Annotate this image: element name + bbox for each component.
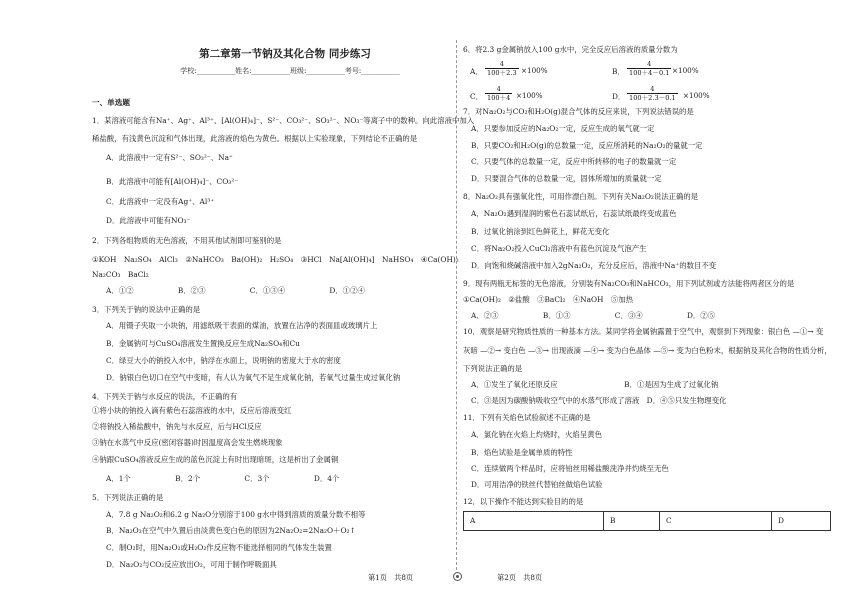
question-line: Na₂CO₃ BaCl₂ <box>92 270 149 279</box>
binding-mark-icon <box>453 572 462 581</box>
question-line: ①将小块的钠投入滴有紫色石蕊溶液的水中，反应后溶液变红 <box>92 406 292 415</box>
question-line: C．此溶液中一定没有Ag⁺、Al³⁺ <box>106 197 215 206</box>
question-line: C．将Na₂O₂投入CuCl₂溶液中有蓝色沉淀及气泡产生 <box>471 244 647 253</box>
question-line: B．Na₂O₂在空气中久置后由淡黄色变白色的原因为2Na₂O₂=2Na₂O＋O₂↑ <box>106 526 356 535</box>
question-line: C．连续做两个样品时，应将铂丝用稀盐酸洗净并灼烧至无色 <box>471 464 669 473</box>
question-line: 2．下列各组物质的无色溶液，不用其他试剂即可鉴别的是 <box>92 236 282 245</box>
question-line: A．此溶液中一定有S²⁻、SO₃²⁻、Na⁺ <box>106 153 233 162</box>
fraction-denominator: 100＋2.3－0.1 <box>629 94 676 102</box>
q6-option-c-label: C． <box>470 92 484 101</box>
fraction-denominator: 100＋4 <box>487 94 511 102</box>
question-line: ④钠跟CuSO₄溶液反应生成的蓝色沉淀上有时出现暗斑，这是析出了金属铜 <box>92 455 339 464</box>
question-line: D．Na₂O₂与CO₂反应放出O₂，可用于制作呼吸面具 <box>106 560 277 569</box>
column-divider <box>456 40 457 570</box>
question-line: D．此溶液中可能有NO₃⁻ <box>106 216 191 225</box>
question-line: B．过氧化钠涂到红色鲜花上，鲜花无变化 <box>471 227 610 236</box>
question-line: ②将钠投入稀盐酸中，钠先与水反应，后与HCl反应 <box>92 422 262 431</box>
question-line: B．只要CO₂和H₂O(g)的总数量一定，反应所消耗的Na₂O₂的量就一定 <box>471 141 703 150</box>
q6-stem: 6．将2.3 g金属钠放入100 g水中，完全反应后溶液的质量分数为 <box>463 45 678 54</box>
question-line: A．1个 B．2个 C．3个 D．4个 <box>106 474 340 483</box>
question-line: 灰暗 —②→ 变白色 —③→ 出现液滴 —④→ 变为白色晶体 —⑤→ 变为白色粉末，根据钠及其化合物的性质分析， <box>463 346 832 355</box>
question-line: C．只要气体的总数量一定，反应中所转移的电子的数量就一定 <box>471 157 677 166</box>
q6-option-b-suffix: ×100% <box>672 66 699 75</box>
question-line: B．此溶液中可能有[Al(OH)₄]⁻、CO₃²⁻ <box>106 177 239 186</box>
table-header-b: B <box>604 512 660 530</box>
table-header-a: A <box>464 512 604 530</box>
question-line: A．7.8 g Na₂O₂和6.2 g Na₂O分别溶于100 g水中得到溶质的质量分数不相等 <box>106 510 366 519</box>
question-line: ①Ca(OH)₂ ②盐酸 ③BaCl₂ ④NaOH ⑤加热 <box>463 295 634 304</box>
q6-option-c-fraction <box>485 85 512 102</box>
q6-option-c-suffix: ×100% <box>516 91 543 100</box>
fraction-denominator: 100＋2.3 <box>487 69 517 77</box>
question-line: A．只要参加反应的Na₂O₂一定，反应生成的氧气就一定 <box>471 124 655 133</box>
question-line: C．制O₂时，用Na₂O₂或H₂O₂作反应物不能选择相同的气体发生装置 <box>106 543 332 552</box>
question-line: 3．下列关于钠的说法中正确的是 <box>92 305 201 314</box>
q6-option-a-fraction <box>485 60 519 77</box>
question-line: ③钠在水蒸气中反应(密闭容器)时因温度高会发生燃烧现象 <box>92 438 283 447</box>
question-line: D．向饱和烧碱溶液中加入2gNa₂O₂，充分反应后，溶液中Na⁺的数目不变 <box>471 261 717 270</box>
question-line: 4．下列关于钠与水反应的说法，不正确的有 <box>92 392 238 401</box>
question-line: 8．Na₂O₂具有强氧化性，可用作漂白剂。下列有关Na₂O₂说法正确的是 <box>463 192 699 201</box>
question-line: ①KOH Na₂SO₄ AlCl₃ ②NaHCO₃ Ba(OH)₂ H₂SO₄ ③HCl Na[Al(OH)₄] NaHSO₄ ④Ca(OH)₂ <box>92 255 459 264</box>
page-number-left: 第1页 共8页 <box>368 573 414 582</box>
question-line: D．只要混合气体的总数量一定，固体所增加的质量就一定 <box>471 174 662 183</box>
q6-option-d-suffix: ×100% <box>683 91 710 100</box>
fraction-numerator: 4 <box>627 60 671 69</box>
fraction-numerator: 4 <box>485 85 512 94</box>
table-header-c: C <box>660 512 772 530</box>
fraction-denominator: 100＋4－0.1 <box>629 69 670 77</box>
q6-option-b-label: B． <box>612 67 625 76</box>
q12-options-table <box>463 511 831 531</box>
table-header-d: D <box>778 516 784 525</box>
section-heading: 一、单选题 <box>92 98 130 107</box>
question-line: 1．某溶液可能含有Na⁺、Ag⁺、Al³⁺、[Al(OH)₄]⁻、S²⁻、CO₃²⁻、SO₃²⁻、NO₃⁻等离子中的数种。向此溶液中加入 <box>92 116 475 125</box>
q6-option-d-fraction <box>627 85 678 102</box>
question-line: A．①发生了氧化还原反应 B．①是因为生成了过氧化钠 <box>471 380 719 389</box>
question-line: A．Na₂O₂遇到湿润的紫色石蕊试纸后，石蕊试纸最终变成蓝色 <box>471 209 677 218</box>
fraction-numerator: 4 <box>627 85 678 94</box>
question-line: D．可用洁净的铁丝代替铂丝做焰色试验 <box>471 480 603 489</box>
question-line: B．焰色试验是金属单质的特性 <box>471 448 573 457</box>
page-number-right: 第2页 共8页 <box>497 573 543 582</box>
question-line: A．②③ B．①③ C．③④ D．②⑤ <box>471 311 716 320</box>
fraction-numerator: 4 <box>485 60 519 69</box>
question-line: C．绿豆大小的钠投入水中，钠浮在水面上，说明钠的密度大于水的密度 <box>106 356 341 365</box>
question-line: B．金属钠可与CuSO₄溶液发生置换反应生成Na₂SO₄和Cu <box>106 339 300 348</box>
question-line: 9．现有两瓶无标签的无色溶液，分别装有Na₂CO₃和NaHCO₃，用下列试剂或方法能将两者区分的是 <box>463 279 795 288</box>
question-line: 5．下列说法正确的是 <box>92 493 164 502</box>
page-title: 第二章第一节钠及其化合物 同步练习 <box>199 48 371 60</box>
question-line: A．①② B．②③ C．①③④ D．①②④ <box>106 286 365 295</box>
q6-option-b-fraction <box>627 60 671 77</box>
question-line: 10．观察是研究物质性质的一种基本方法。某同学将金属钠露置于空气中，观察到下列现象：银白色 —①→ 变 <box>463 327 824 336</box>
question-line: D．钠银白色切口在空气中变暗，有人认为氧气不足生成氧化钠，若氧气过量生成过氧化钠 <box>106 373 401 382</box>
question-line: A．用镊子夹取一小块钠，用滤纸吸干表面的煤油，放置在沾净的表面皿或玻璃片上 <box>106 321 378 330</box>
question-line: A．氯化钠在火焰上灼烧时，火焰呈黄色 <box>471 430 602 439</box>
q6-option-a-label: A． <box>470 67 483 76</box>
q6-option-a-suffix: ×100% <box>521 66 548 75</box>
q6-option-d-label: D． <box>612 92 626 101</box>
student-info-line: 学校:___________姓名:___________班级:___________考号:___________ <box>180 67 400 75</box>
question-line: 12．以下操作不能达到实验目的的是 <box>463 497 584 506</box>
question-line: 11．下列有关焰色试验叙述不正确的是 <box>463 413 591 422</box>
question-line: 7．对Na₂O₂与CO₂和H₂O(g)混合气体的反应来说，下列说法错误的是 <box>463 107 694 116</box>
question-line: 下列说法正确的是 <box>463 364 523 373</box>
question-line: 稀盐酸，有浅黄色沉淀和气体出现，此溶液的焰色为黄色。根据以上实验现象，下列结论不正确的是 <box>92 134 418 143</box>
question-line: C．③是因为碳酸钠吸收空气中的水蒸气形成了溶液 D．④⑤只发生物理变化 <box>471 396 727 405</box>
